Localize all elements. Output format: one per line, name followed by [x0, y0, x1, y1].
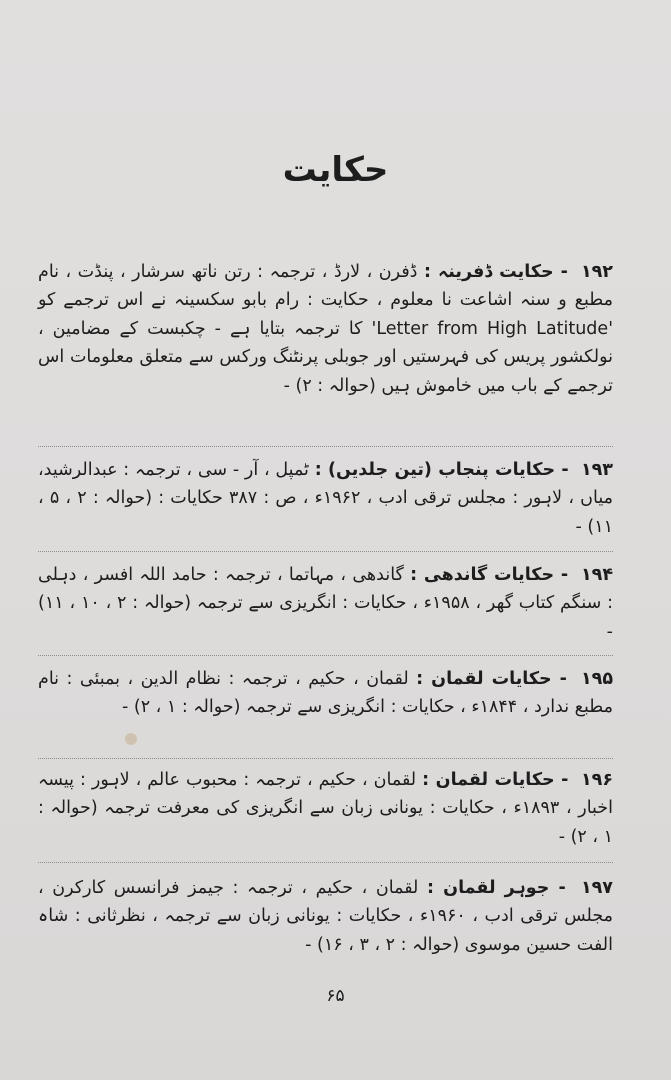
entry-body: لقمان ، حکیم ، ترجمہ : نظام الدین ، بمبئی : نام مطبع ندارد ، ۱۸۴۴ء ، حکایات : انگریزی سے ترجمہ (حوالہ : ۱ ، ۲) -	[38, 669, 613, 718]
entry-separator	[38, 758, 613, 760]
entry-separator	[38, 655, 613, 657]
paper-stain	[125, 733, 137, 745]
entry-heading: حکایت ڈفرینہ :	[423, 262, 554, 282]
entry-heading: حکایات گاندھی :	[410, 565, 555, 585]
entry-number: ۱۹۴	[580, 565, 613, 585]
entry-number: ۱۹۲	[580, 262, 613, 282]
entry-separator	[38, 551, 613, 553]
entry-body: لقمان ، حکیم ، ترجمہ : جیمز فرانسس کارکرن ، مجلس ترقی ادب ، ۱۹۶۰ء ، حکایات : یونانی زبان سے ترجمہ ، نظرثانی : شاہ الفت حسین موسوی (حوالہ : ۲ ، ۳ ، ۱۶) -	[38, 878, 614, 955]
entry-193: ۱۹۳ - حکایات پنجاب (تین جلدیں) : ٹمپل ، آر - سی ، ترجمہ : عبدالرشید، میاں ، لاہور : مجلس ترقی ادب ، ۱۹۶۲ء ، ص : ۳۸۷ حکایات : (حوالہ : ۲ ، ۵ ، ۱۱) -	[38, 460, 614, 537]
entry-195: ۱۹۵ - حکایات لقمان : لقمان ، حکیم ، ترجمہ : نظام الدین ، بمبئی : نام مطبع ندارد ، ۱۸۴۴ء ، حکایات : انگریزی سے ترجمہ (حوالہ : ۱ ، ۲) -	[38, 669, 613, 718]
entry-body: لقمان ، حکیم ، ترجمہ : محبوب عالم ، لاہور : پیسہ اخبار ، ۱۸۹۳ء ، حکایات : یونانی زبان سے انگریزی کی معرفت ترجمہ (حوالہ : ۱ ، ۲) -	[38, 770, 613, 847]
entry-body: گاندھی ، مہاتما ، ترجمہ : حامد اللہ افسر ، دہلی : سنگم کتاب گھر ، ۱۹۵۸ء ، حکایات : انگریزی سے ترجمہ (حوالہ : ۲ ، ۱۰ ، ۱۱) -	[38, 565, 614, 642]
entry-separator	[38, 862, 613, 864]
entry-heading: حکایات لقمان :	[422, 770, 555, 790]
entry-heading: حکایات لقمان :	[416, 669, 552, 689]
entry-number: ۱۹۶	[580, 770, 613, 790]
entry-196: ۱۹۶ - حکایات لقمان : لقمان ، حکیم ، ترجمہ : محبوب عالم ، لاہور : پیسہ اخبار ، ۱۸۹۳ء ، حکایات : یونانی زبان سے انگریزی کی معرفت ترجمہ (حوالہ : ۱ ، ۲) -	[38, 770, 613, 847]
entry-197: ۱۹۷ - جوہر لقمان : لقمان ، حکیم ، ترجمہ : جیمز فرانسس کارکرن ، مجلس ترقی ادب ، ۱۹۶۰ء ، حکایات : یونانی زبان سے ترجمہ ، نظرثانی : شاہ الفت حسین موسوی (حوالہ : ۲ ، ۳ ، ۱۶) -	[38, 878, 614, 955]
entry-heading: جوہر لقمان :	[427, 878, 550, 898]
entry-heading: حکایات پنجاب (تین جلدیں) :	[314, 460, 556, 480]
entry-194: ۱۹۴ - حکایات گاندھی : گاندھی ، مہاتما ، ترجمہ : حامد اللہ افسر ، دہلی : سنگم کتاب گھر ، ۱۹۵۸ء ، حکایات : انگریزی سے ترجمہ (حوالہ : ۲ ، ۱۰ ، ۱۱) -	[38, 565, 614, 642]
entry-number: ۱۹۷	[580, 878, 613, 898]
entry-body: ٹمپل ، آر - سی ، ترجمہ : عبدالرشید، میاں ، لاہور : مجلس ترقی ادب ، ۱۹۶۲ء ، ص : ۳۸۷ حکایات : (حوالہ : ۲ ، ۵ ، ۱۱) -	[38, 460, 614, 537]
entry-number: ۱۹۵	[580, 669, 613, 689]
entry-192: ۱۹۲ - حکایت ڈفرینہ : ڈفرن ، لارڈ ، ترجمہ : رتن ناتھ سرشار ، پنڈت ، نام مطبع و سنہ اشاعت نا معلوم ، حکایت : رام بابو سکسینہ نے اس ترجمے کو 'Letter from High Latitude' کا ترجمہ بتایا ہے - چکبست کے مضامین ، نولکشور پریس کی فہرستیں اور جوبلی پرنٹنگ ورکس سے متعلق معلومات اس ترجمے کے باب میں خاموش ہیں (حوالہ : ۲) -	[38, 262, 613, 396]
page-number: ۶۵	[326, 986, 345, 1006]
entry-separator	[38, 446, 613, 448]
entry-body: ڈفرن ، لارڈ ، ترجمہ : رتن ناتھ سرشار ، پنڈت ، نام مطبع و سنہ اشاعت نا معلوم ، حکایت : رام بابو سکسینہ نے اس ترجمے کو 'Letter from High Latitude' کا ترجمہ بتایا ہے - چکبست کے مضامین ، نولکشور پریس کی فہرستیں اور جوبلی پرنٹنگ ورکس سے متعلق معلومات اس ترجمے کے باب میں خاموش ہیں (حوالہ : ۲) -	[38, 262, 613, 396]
page-title: حکایت	[282, 150, 389, 190]
entry-number: ۱۹۳	[580, 460, 613, 480]
